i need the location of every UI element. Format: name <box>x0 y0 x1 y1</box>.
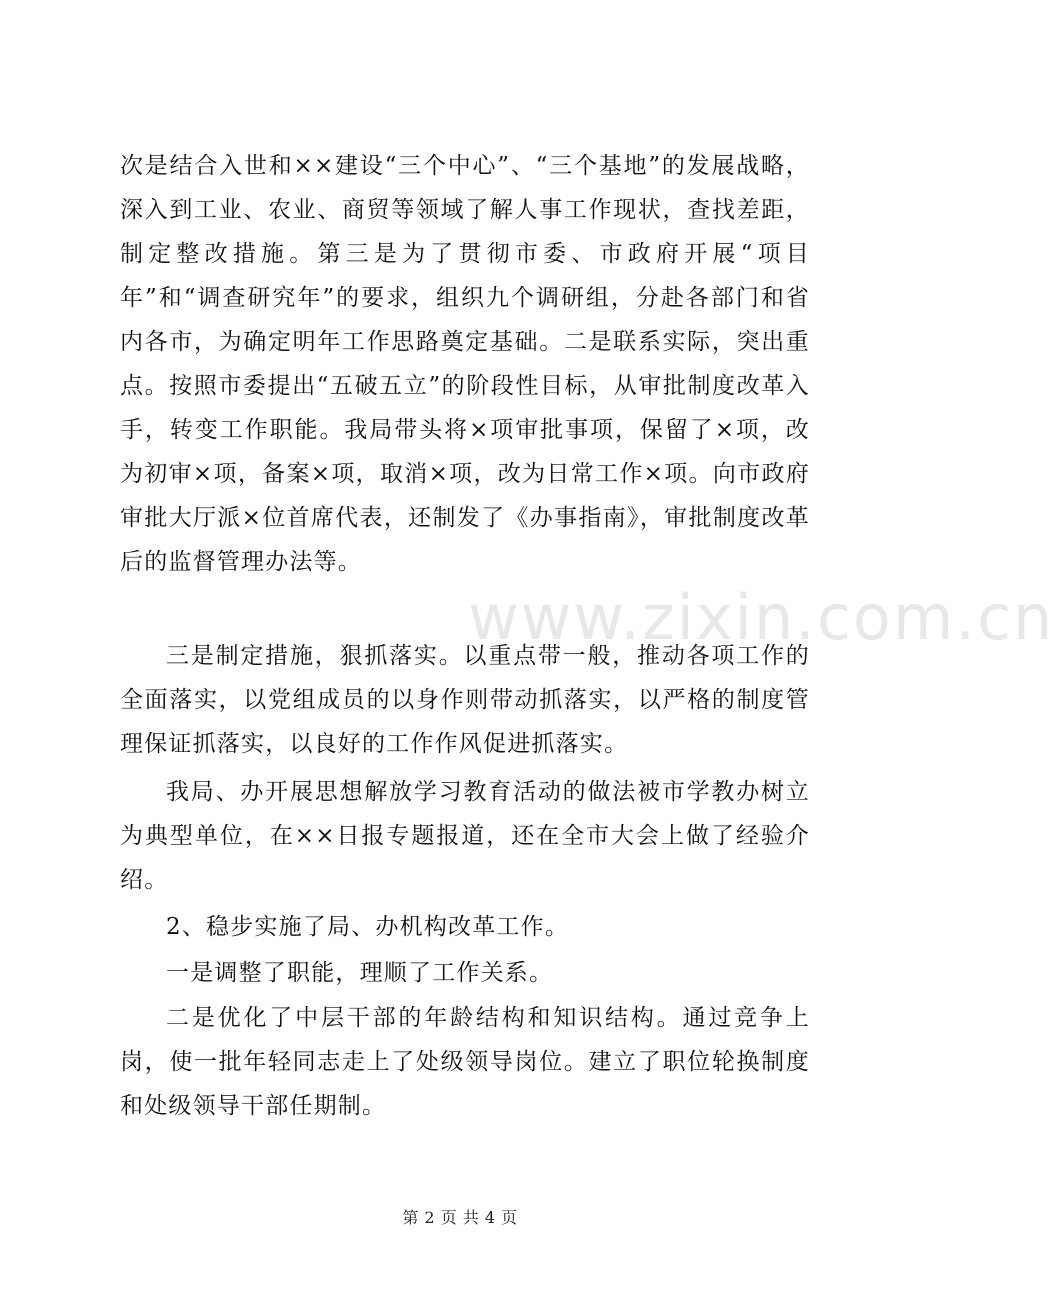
body-paragraph-6 <box>120 996 810 1128</box>
paragraph-text: 次是结合入世和××建设“三个中心”、“三个基地”的发展战略，深入到工业、农业、商贸等领域了解人事工作现状，查找差距，制定整改措施。第三是为了贯彻市委、市政府开展“项目年”和“调查研究年”的要求，组织九个调研组，分赴各部门和省内各市，为确定明年工作思路奠定基础。二是联系实际，突出重点。按照市委提出“五破五立”的阶段性目标，从审批制度改革入手，转变工作职能。我局带头将×项审批事项，保留了×项，改为初审×项，备案×项，取消×项，改为日常工作×项。向市政府审批大厅派×位首席代表，还制发了《办事指南》，审批制度改革后的监督管理办法等。 <box>120 153 810 575</box>
body-paragraph-2 <box>120 634 810 766</box>
paragraph-text: 2、稳步实施了局、办机构改革工作。 <box>166 914 570 940</box>
body-paragraph-4 <box>120 905 810 949</box>
body-paragraph-1 <box>120 144 810 584</box>
paragraph-text: 一是调整了职能，理顺了工作关系。 <box>166 960 554 986</box>
page-footer: 第 2 页 共 4 页 <box>402 1208 518 1227</box>
watermark: www.zixin.com.cn <box>468 581 1054 654</box>
paragraph-text: 二是优化了中层干部的年龄结构和知识结构。通过竞争上岗，使一批年轻同志走上了处级领导岗位。建立了职位轮换制度和处级领导干部任期制。 <box>120 1005 810 1119</box>
body-paragraph-3 <box>120 770 810 902</box>
body-paragraph-5 <box>120 951 810 995</box>
paragraph-text: 三是制定措施，狠抓落实。以重点带一般，推动各项工作的全面落实，以党组成员的以身作则带动抓落实，以严格的制度管理保证抓落实，以良好的工作作风促进抓落实。 <box>120 643 810 757</box>
paragraph-text: 我局、办开展思想解放学习教育活动的做法被市学教办树立为典型单位，在××日报专题报道，还在全市大会上做了经验介绍。 <box>120 779 810 893</box>
